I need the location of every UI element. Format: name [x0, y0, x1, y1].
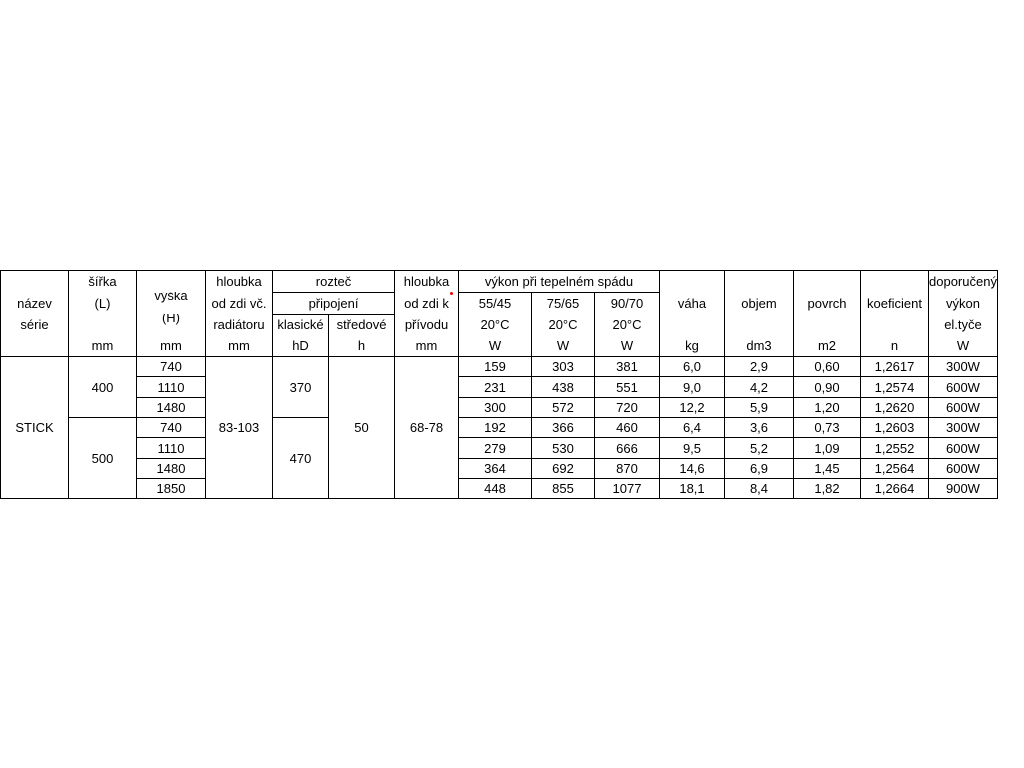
cell-koeficient: 1,2620: [861, 397, 929, 417]
cell-el-vykon: 600W: [929, 397, 998, 417]
cell-koeficient: 1,2617: [861, 357, 929, 377]
table-row: [1, 357, 998, 377]
cell-v55: 159: [459, 357, 532, 377]
header-hloubka-radiator-2: od zdi vč.: [206, 292, 273, 314]
cell-vaha: 9,0: [660, 377, 725, 397]
cell-el-vykon: 600W: [929, 377, 998, 397]
header-vykon: výkon při tepelném spádu: [459, 271, 660, 293]
cell-hloubka-radiator: 83-103: [206, 357, 273, 499]
cell-v75: 855: [532, 478, 595, 498]
cell-v90: 720: [595, 397, 660, 417]
cell-v75: 572: [532, 397, 595, 417]
cell-objem: 8,4: [725, 478, 794, 498]
header-koeficient: koeficient: [861, 292, 929, 314]
header-hloubka-privod-2: od zdi k: [395, 292, 459, 314]
cell-vaha: 6,4: [660, 418, 725, 438]
cell-vaha: 14,6: [660, 458, 725, 478]
cell-vyska: 1110: [137, 377, 206, 397]
unit-stredove: h: [329, 335, 395, 356]
header-hloubka-privod: hloubka: [395, 271, 459, 293]
unit-povrch: m2: [794, 335, 861, 356]
radiator-spec-table: [0, 270, 998, 499]
header-doporuceny: doporučený: [929, 271, 998, 293]
header-nazev: název: [1, 292, 69, 314]
cell-povrch: 0,73: [794, 418, 861, 438]
cell-v55: 364: [459, 458, 532, 478]
unit-vyska: mm: [137, 335, 206, 356]
cell-el-vykon: 900W: [929, 478, 998, 498]
header-objem-blank-3: [725, 314, 794, 335]
header-povrch-blank-3: [794, 314, 861, 335]
header-spad-55: 55/45: [459, 292, 532, 314]
header-vyska-symbol: [137, 314, 206, 335]
cell-v90: 460: [595, 418, 660, 438]
cell-objem: 5,9: [725, 397, 794, 417]
unit-koeficient: n: [861, 335, 929, 356]
header-vyska: [137, 292, 206, 314]
cell-vaha: 18,1: [660, 478, 725, 498]
header-vyska-label: výška: [154, 292, 188, 304]
cell-serie: STICK: [1, 357, 69, 499]
cell-v75: 530: [532, 438, 595, 458]
cell-objem: 6,9: [725, 458, 794, 478]
unit-spad-55: W: [459, 335, 532, 356]
header-sirka-symbol: (L): [69, 292, 137, 314]
cell-v55: 448: [459, 478, 532, 498]
cell-v55: 300: [459, 397, 532, 417]
cell-el-vykon: 300W: [929, 418, 998, 438]
cell-stredove: 50: [329, 357, 395, 499]
header-el-tyce: el.tyče: [929, 314, 998, 335]
header-serie: série: [1, 314, 69, 335]
header-spad-75: 75/65: [532, 292, 595, 314]
cell-povrch: 1,09: [794, 438, 861, 458]
cell-povrch: 1,45: [794, 458, 861, 478]
header-hloubka-radiator: hloubka: [206, 271, 273, 293]
unit-objem: dm3: [725, 335, 794, 356]
unit-klasicke: hD: [273, 335, 329, 356]
cell-v90: 666: [595, 438, 660, 458]
table-row: [1, 418, 998, 438]
cell-v55: 192: [459, 418, 532, 438]
cell-v90: 381: [595, 357, 660, 377]
cell-vaha: 9,5: [660, 438, 725, 458]
cell-povrch: 1,20: [794, 397, 861, 417]
unit-sirka: mm: [69, 335, 137, 356]
cell-objem: 5,2: [725, 438, 794, 458]
cell-vaha: 6,0: [660, 357, 725, 377]
cell-vyska: 740: [137, 418, 206, 438]
table-row: [1, 458, 998, 478]
header-klasicke: klasické: [273, 314, 329, 335]
cell-vyska: 1480: [137, 458, 206, 478]
header-vykon-el: výkon: [929, 292, 998, 314]
unit-hloubka-privod: mm: [395, 335, 459, 356]
header-vaha-blank: [660, 271, 725, 293]
header-stredove: středové: [329, 314, 395, 335]
unit-nazev-blank: [1, 335, 69, 356]
cell-sirka-500: 500: [69, 418, 137, 499]
header-spad-75-temp: 20°C: [532, 314, 595, 335]
header-vaha: váha: [660, 292, 725, 314]
header-objem-blank: [725, 271, 794, 293]
cell-sirka-400: 400: [69, 357, 137, 418]
table-row: [1, 438, 998, 458]
unit-doporuceny: W: [929, 335, 998, 356]
header-vyska-blank: [137, 271, 206, 293]
header-koeficient-blank: [861, 271, 929, 293]
cell-klasicke-470: 470: [273, 418, 329, 499]
cell-vyska: 1480: [137, 397, 206, 417]
header-spad-55-temp: 20°C: [459, 314, 532, 335]
header-spad-90: 90/70: [595, 292, 660, 314]
cell-koeficient: 1,2564: [861, 458, 929, 478]
table-row: [1, 397, 998, 417]
cell-el-vykon: 300W: [929, 357, 998, 377]
unit-hloubka-radiator: mm: [206, 335, 273, 356]
header-nazev-blank: [1, 271, 69, 293]
header-vaha-blank-3: [660, 314, 725, 335]
header-vyska-symbol-label: (H): [161, 314, 181, 326]
cell-objem: 3,6: [725, 418, 794, 438]
cell-objem: 2,9: [725, 357, 794, 377]
cell-vaha: 12,2: [660, 397, 725, 417]
cell-v90: 551: [595, 377, 660, 397]
cell-v90: 870: [595, 458, 660, 478]
table-row: [1, 377, 998, 397]
cell-koeficient: 1,2552: [861, 438, 929, 458]
cell-vyska: 1110: [137, 438, 206, 458]
header-roztec: rozteč: [273, 271, 395, 293]
cell-v55: 231: [459, 377, 532, 397]
cell-koeficient: 1,2603: [861, 418, 929, 438]
cell-povrch: 1,82: [794, 478, 861, 498]
cell-v75: 438: [532, 377, 595, 397]
header-povrch-blank: [794, 271, 861, 293]
cell-el-vykon: 600W: [929, 458, 998, 478]
cell-v75: 303: [532, 357, 595, 377]
cell-v75: 692: [532, 458, 595, 478]
cell-klasicke-370: 370: [273, 357, 329, 418]
cell-el-vykon: 600W: [929, 438, 998, 458]
cell-v90: 1077: [595, 478, 660, 498]
table-row: [1, 478, 998, 498]
cell-povrch: 0,90: [794, 377, 861, 397]
cell-v75: 366: [532, 418, 595, 438]
cell-koeficient: 1,2574: [861, 377, 929, 397]
cell-hloubka-privod: 68-78: [395, 357, 459, 499]
cell-koeficient: 1,2664: [861, 478, 929, 498]
header-hloubka-radiator-3: radiátoru: [206, 314, 273, 335]
cell-vyska: 1850: [137, 478, 206, 498]
cell-povrch: 0,60: [794, 357, 861, 377]
header-spad-90-temp: 20°C: [595, 314, 660, 335]
header-objem: objem: [725, 292, 794, 314]
header-sirka: šířka: [69, 271, 137, 293]
cell-objem: 4,2: [725, 377, 794, 397]
header-hloubka-privod-3: přívodu: [395, 314, 459, 335]
cell-vyska: 740: [137, 357, 206, 377]
unit-spad-90: W: [595, 335, 660, 356]
unit-vaha: kg: [660, 335, 725, 356]
unit-spad-75: W: [532, 335, 595, 356]
header-sirka-blank-3: [69, 314, 137, 335]
header-koeficient-blank-3: [861, 314, 929, 335]
cell-v55: 279: [459, 438, 532, 458]
header-povrch: povrch: [794, 292, 861, 314]
header-pripojeni: připojení: [273, 292, 395, 314]
